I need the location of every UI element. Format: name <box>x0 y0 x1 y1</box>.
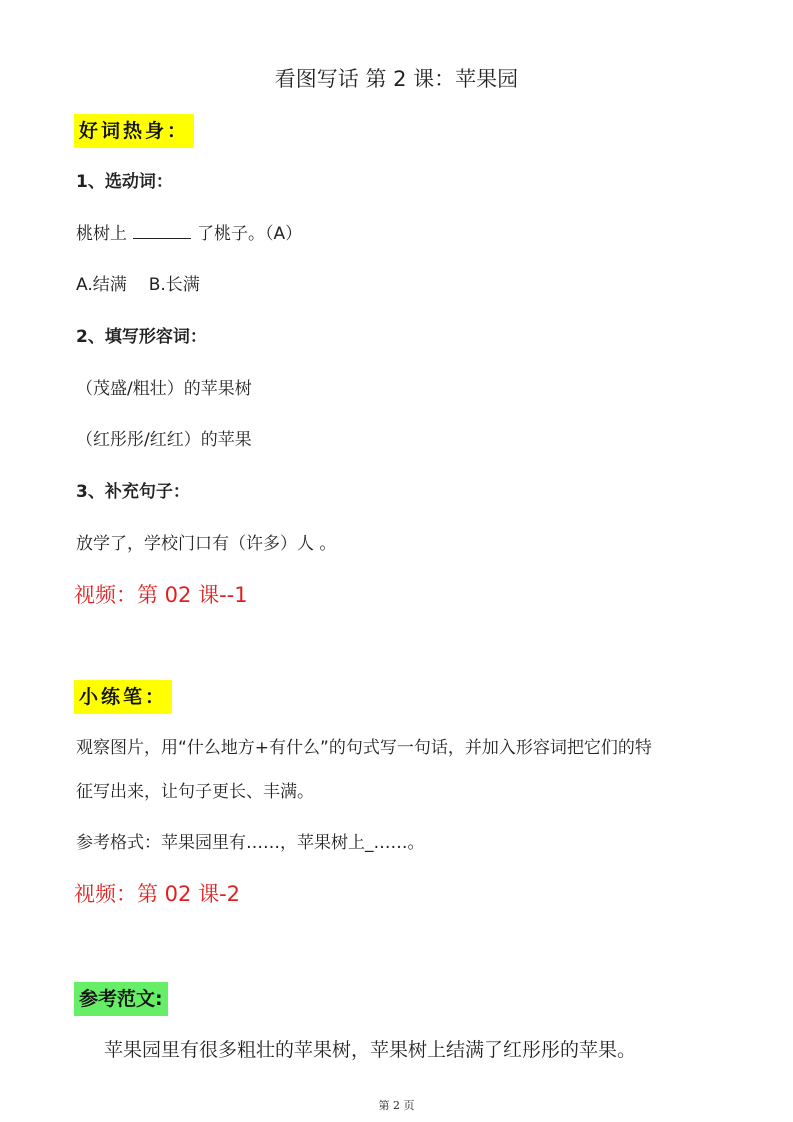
option-a: A.结满 <box>76 275 127 295</box>
q1-sentence-after: 了桃子。（A） <box>197 224 303 244</box>
sample-text: 苹果园里有很多粗壮的苹果树，苹果树上结满了红彤彤的苹果。 <box>104 1039 637 1061</box>
q2-label: 2、填写形容词： <box>76 327 207 347</box>
page-title: 看图写话 第 2 课：苹果园 <box>274 67 519 91</box>
warmup-heading: 好词热身： <box>74 114 194 148</box>
q1-blank <box>133 223 191 239</box>
section-sample <box>74 982 168 1016</box>
practice-instruction-line-2: 征写出来，让句子更长、丰满。 <box>76 782 314 802</box>
video-link-1[interactable]: 视频：第 02 课--1 <box>74 583 248 607</box>
page-number: 第 2 页 <box>378 1099 415 1112</box>
q1-options <box>76 273 200 297</box>
practice-heading: 小练笔： <box>74 680 172 714</box>
section-practice <box>74 680 172 714</box>
sample-heading: 参考范文: <box>74 982 168 1016</box>
practice-instruction-line-1: 观察图片，用“什么地方+有什么”的句式写一句话，并加入形容词把它们的特 <box>76 738 652 758</box>
option-b: B.长满 <box>148 275 200 295</box>
q1-sentence-before: 桃树上 <box>76 224 127 244</box>
q2-line-1: （茂盛/粗壮）的苹果树 <box>76 379 252 399</box>
q1-label: 1、选动词： <box>76 172 173 192</box>
q1-sentence <box>76 222 302 246</box>
q2-line-2: （红彤彤/红红）的苹果 <box>76 430 252 450</box>
q3-label: 3、补充句子： <box>76 482 190 502</box>
video-link-2[interactable]: 视频：第 02 课-2 <box>74 882 241 906</box>
practice-format: 参考格式：苹果园里有……，苹果树上_……。 <box>76 833 425 853</box>
q3-line-1: 放学了，学校门口有（许多）人 。 <box>76 534 337 554</box>
section-warmup <box>74 114 194 148</box>
